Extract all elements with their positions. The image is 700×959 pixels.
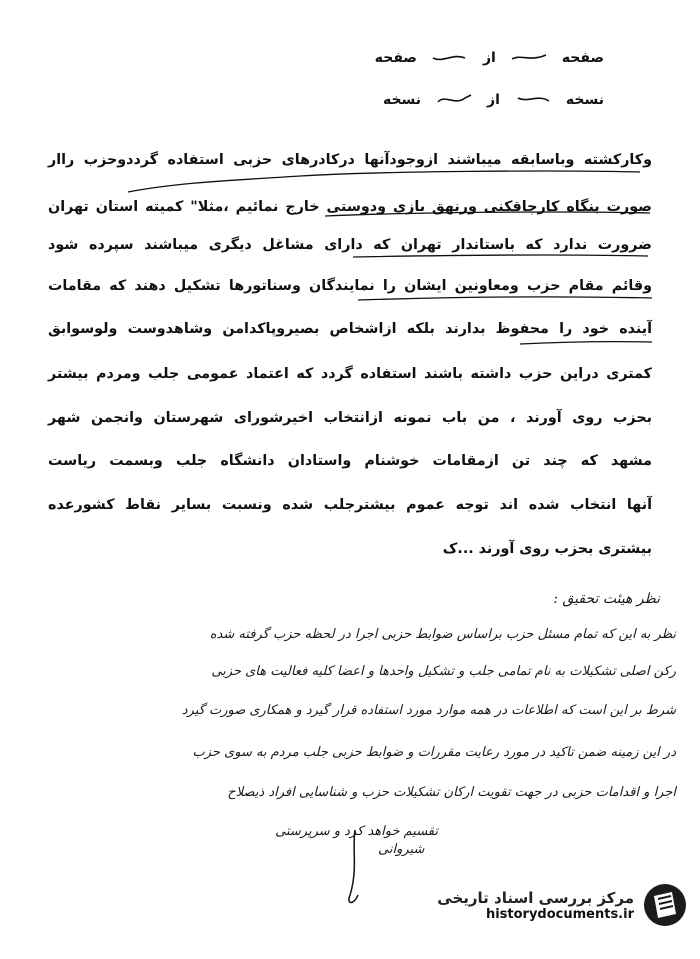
handwritten-signature: شیروانی (378, 842, 425, 857)
typed-line-2: صورت بنگاه کارچاقکنی ورنهق بازی ودوستی خارج نمائیم ،مثلا" کمیته استان تهران (48, 199, 652, 215)
underline-1 (128, 171, 640, 192)
underline-4 (358, 297, 652, 300)
underline-3 (353, 255, 648, 257)
handwritten-line-6: تقسیم خواهد کرد و سرپرستی (275, 824, 438, 839)
handwritten-line-1: نظر به این که تمام مسئل حزب براساس ضوابط حزبی اجرا در لحظه حزب گرفته شده (209, 627, 676, 642)
typed-line-5: آینده خود را محفوظ بدارند بلکه ازاشخاص بصیروپاکدامن وشاهدوست ولوسوابق (48, 321, 652, 337)
archive-watermark (437, 882, 688, 928)
typed-line-1: وکارکشته وباسابقه میباشند ازوجودآنها درکادرهای حزبی استفاده گرددوحزب راار (48, 152, 652, 168)
typed-line-10: بیشتری بحزب روی آورند ...ک (442, 541, 652, 557)
typed-line-3: ضرورت ندارد که باستاندار تهران که دارای مشاغل دیگری میباشند سپرده شود (48, 237, 652, 253)
typed-line-4: وقائم مقام حزب ومعاونین ایشان را نمایندگان وسناتورها تشکیل دهند که مقامات (48, 278, 652, 294)
handwritten-copy-total (435, 92, 473, 108)
of-word: از (482, 50, 496, 66)
handwritten-page-total (431, 50, 469, 66)
handwritten-line-3: شرط بر این است که اطلاعات در همه موارد مورد استفاده قرار گیرد و همکاری صورت گیرد (181, 703, 676, 718)
archive-logo-icon (642, 882, 688, 928)
page-counter (375, 50, 604, 66)
typed-line-6: کمتری دراین حزب داشته باشند استفاده گردد که اعتماد عمومی جلب ومردم بیشتر (48, 366, 652, 382)
copy-label-2: نسخه (382, 92, 422, 108)
page-label-2: صفحه (374, 50, 417, 66)
watermark-url: historydocuments.ir (485, 906, 634, 922)
watermark-text (437, 889, 634, 922)
handwritten-line-4: در این زمینه ضمن تاکید در مورد رعایت مقررات و ضوابط حزبی جلب مردم به سوی حزب (192, 745, 676, 760)
handwritten-page-number (510, 50, 548, 66)
handwritten-line-2: رکن اصلی تشکیلات به نام تمامی جلب و تشکیل واحدها و اعضا کلیه فعالیت های حزبی (211, 664, 676, 679)
typed-line-8: مشهد که چند تن ازمقامات خوشنام واستادان دانشگاه جلب وبسمت ریاست (48, 453, 652, 469)
typed-line-7: بحزب روی آورند ، من باب نمونه ازانتخاب اخیرشورای شهرستان وانجمن شهر (48, 410, 652, 426)
typed-line-9: آنها انتخاب شده اند توجه عموم بیشترجلب شده ونسبت بسایر نقاط کشورعده (48, 497, 652, 513)
page-label: صفحه (561, 50, 604, 66)
signature-curl (349, 830, 358, 903)
watermark-title: مرکز بررسی اسناد تاریخی (437, 888, 634, 907)
copy-counter (383, 92, 604, 108)
handwritten-heading: نظر هیئت تحقیق : (553, 591, 660, 607)
underline-5 (520, 342, 652, 344)
handwritten-line-5: اجرا و اقدامات حزبی در جهت تقویت ارکان تشکیلات حزب و شناسایی افراد ذیصلاح (227, 785, 676, 800)
copy-label: نسخه (565, 92, 604, 108)
handwritten-copy-number (514, 92, 552, 108)
of-word-2: از (487, 92, 500, 108)
